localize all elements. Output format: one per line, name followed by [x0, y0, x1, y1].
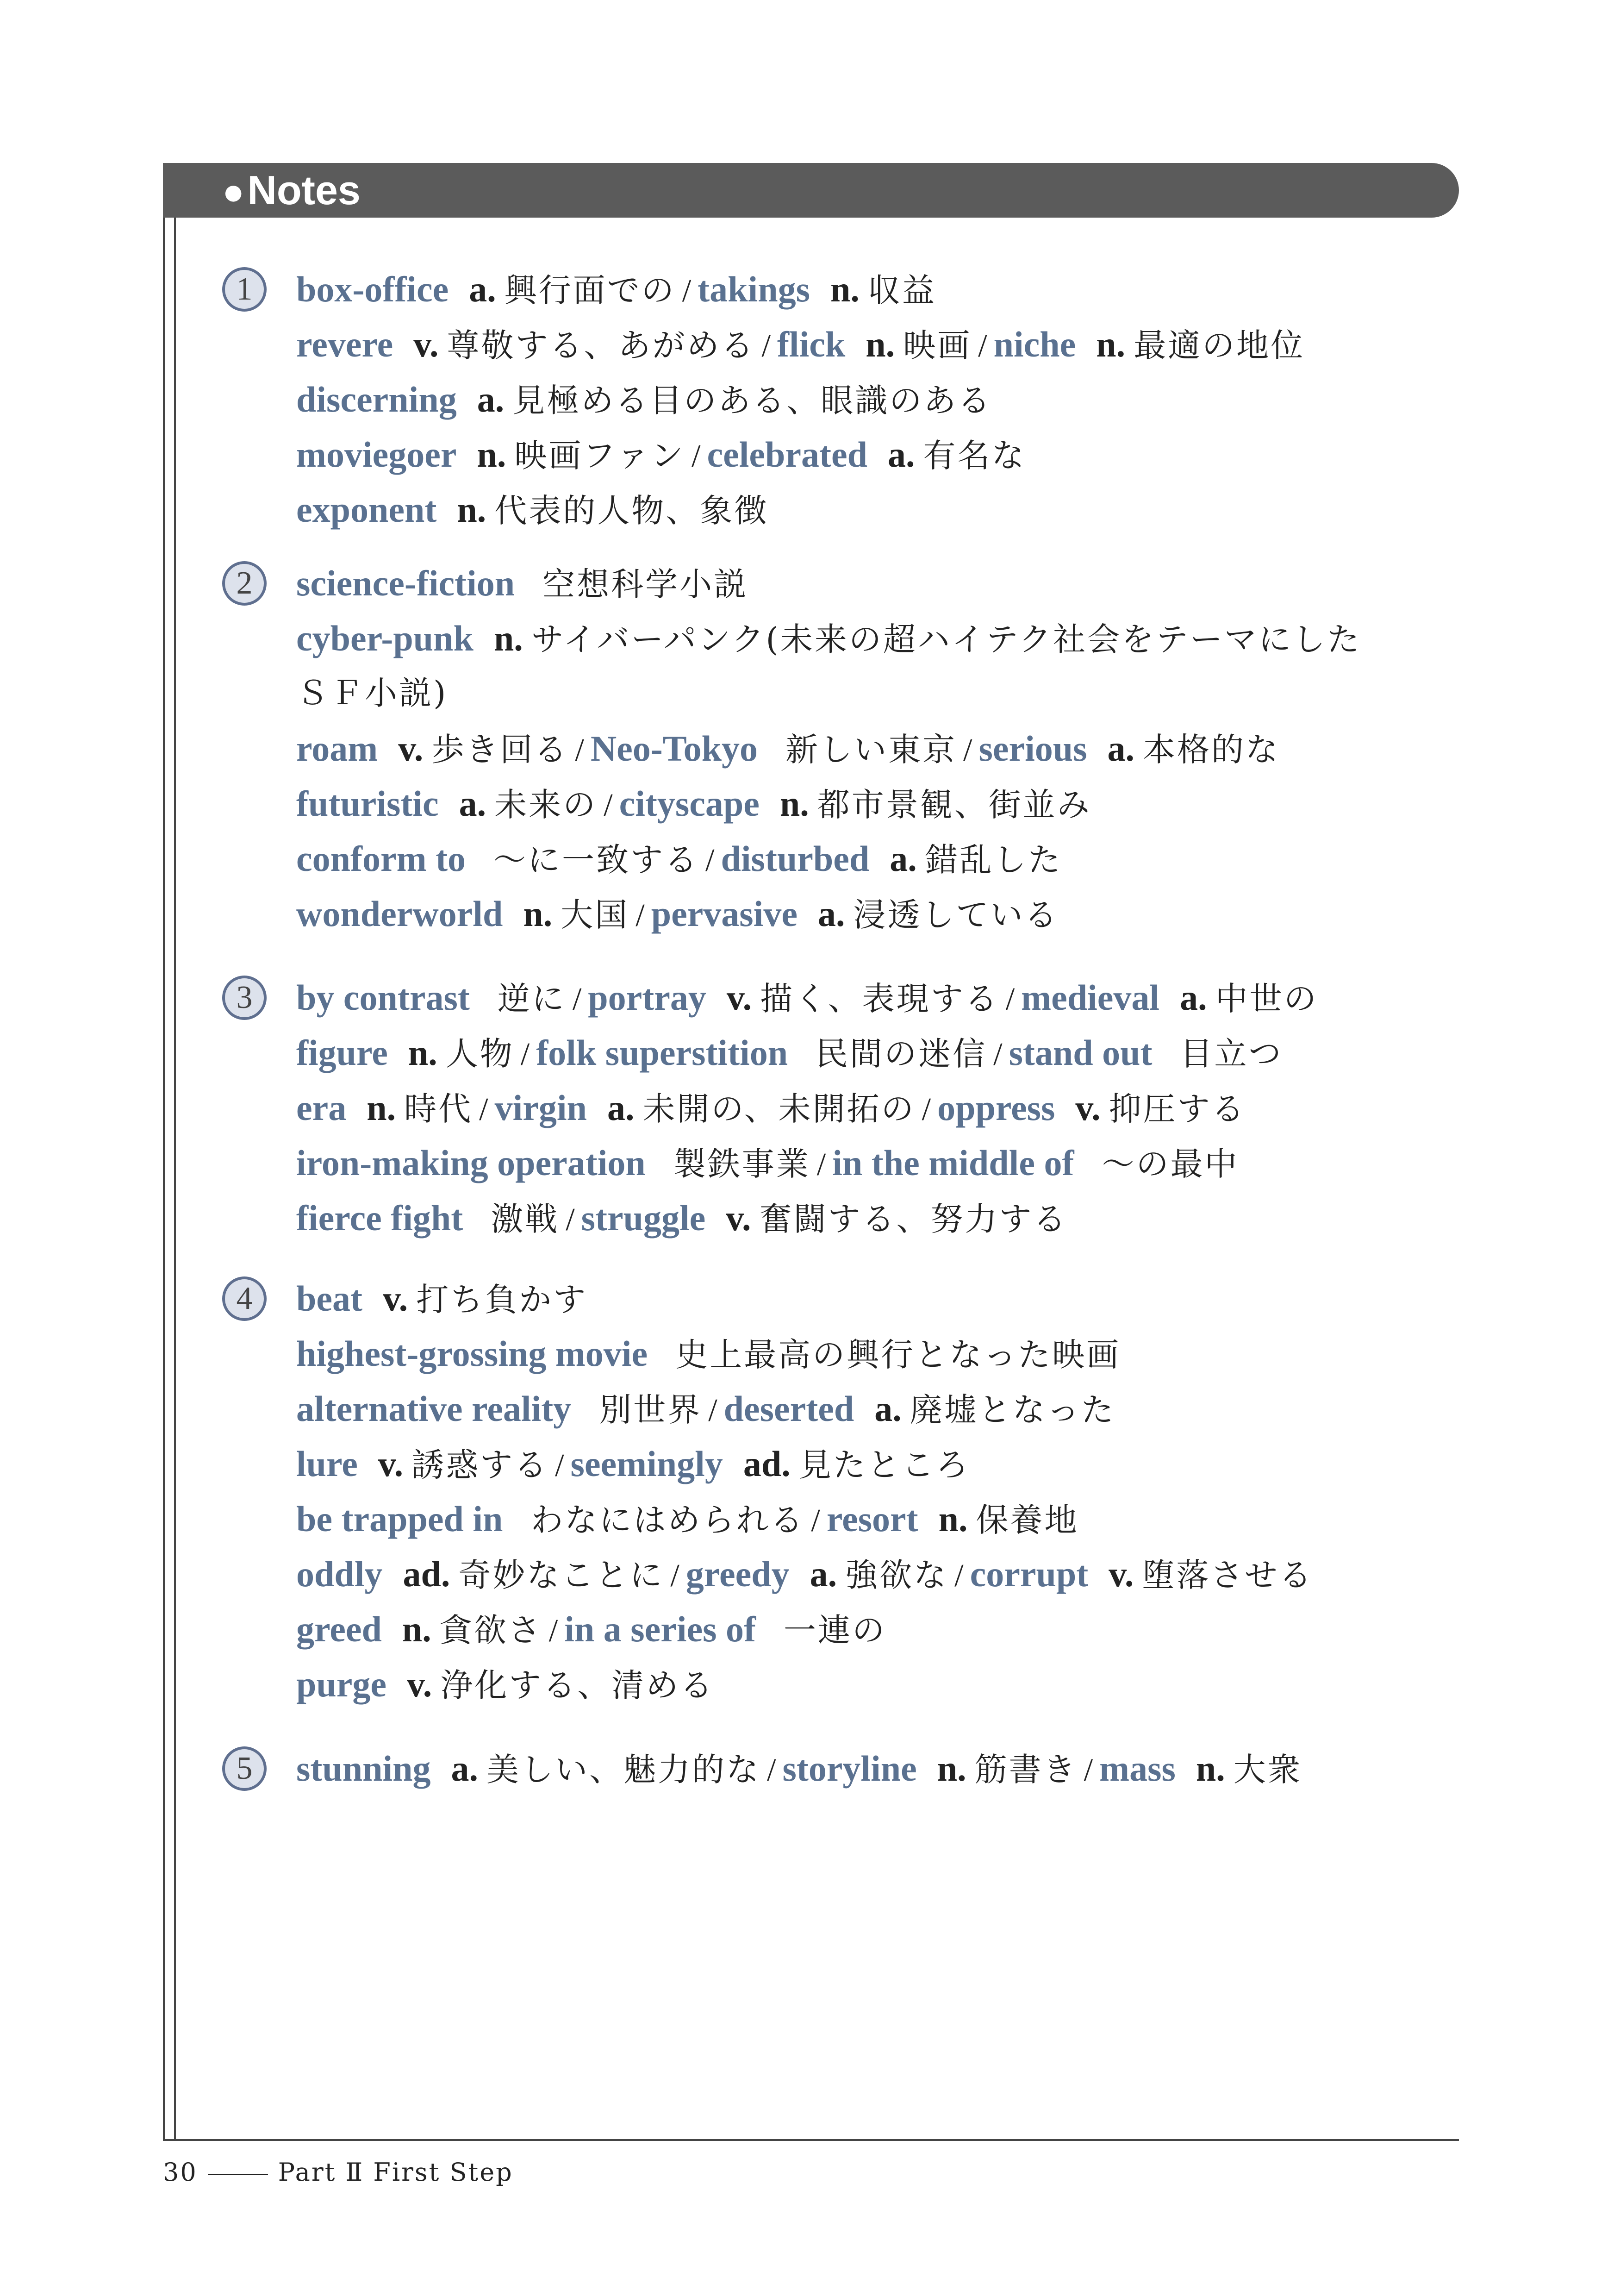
vocab-meaning: 美しい、魅力的な — [486, 1751, 761, 1789]
vocab-term: medieval — [1021, 977, 1160, 1018]
part-of-speech: a. — [890, 838, 917, 879]
vocab-meaning: 時代 — [404, 1090, 473, 1128]
part-of-speech: n. — [402, 1609, 431, 1649]
separator: / — [682, 273, 692, 309]
vocab-meaning: 未来の — [494, 786, 598, 824]
vocab-term: greed — [296, 1609, 382, 1649]
vocab-meaning: 有名な — [923, 437, 1026, 475]
separator: / — [954, 1558, 964, 1594]
vocab-meaning: わなにはめられる — [530, 1501, 805, 1539]
vocab-term: purge — [296, 1664, 386, 1704]
vocab-term: corrupt — [970, 1554, 1089, 1594]
vocab-line — [296, 372, 1472, 427]
vocab-term: by contrast — [296, 977, 470, 1018]
vocab-meaning: 最適の地位 — [1134, 326, 1305, 364]
vocab-meaning: 〜に一致する — [493, 841, 699, 879]
separator: / — [705, 843, 715, 878]
bottom-rule — [163, 2139, 1459, 2141]
vocab-line — [296, 1602, 1472, 1657]
separator: / — [1005, 982, 1015, 1017]
vocab-term: moviegoer — [296, 434, 457, 475]
separator: / — [922, 1092, 931, 1127]
vocab-meaning: 別世界 — [599, 1391, 702, 1429]
part-of-speech: v. — [726, 1198, 751, 1238]
vocab-term: wonderworld — [296, 894, 503, 934]
vocab-term: stunning — [296, 1748, 431, 1789]
part-of-speech: n. — [830, 269, 860, 309]
separator: / — [816, 1147, 826, 1182]
vocab-line — [296, 556, 1472, 611]
notes-title-text: Notes — [247, 167, 361, 213]
vocab-meaning: 錯乱した — [925, 841, 1062, 879]
vocab-meaning: 都市景観、街並み — [817, 786, 1091, 824]
part-of-speech: v. — [726, 977, 752, 1018]
part-of-speech: v. — [382, 1278, 408, 1319]
vocab-line — [296, 1326, 1472, 1381]
vocab-meaning: 奇妙なことに — [458, 1556, 664, 1594]
vocab-term: seemingly — [570, 1444, 723, 1484]
part-of-speech: n. — [457, 489, 486, 530]
vocab-term: box-office — [296, 269, 449, 309]
vocab-meaning: 見極める目のある、眼識のある — [512, 382, 992, 419]
vocab-term: iron-making operation — [296, 1143, 646, 1183]
section-number-badge: 2 — [222, 561, 267, 606]
vocab-line — [296, 1080, 1472, 1135]
vocab-meaning: 一連の — [783, 1611, 886, 1649]
vocab-term: roam — [296, 728, 378, 769]
vocab-term: storyline — [782, 1748, 917, 1789]
vocab-term: niche — [993, 324, 1076, 364]
vocab-meaning: 民間の迷信 — [816, 1035, 987, 1073]
vocab-meaning: 未開の、未開拓の — [642, 1090, 916, 1128]
vocab-meaning: 浸透している — [853, 896, 1059, 934]
separator: / — [572, 982, 582, 1017]
part-of-speech: v. — [407, 1664, 432, 1704]
vocab-term: deserted — [723, 1389, 854, 1429]
part-of-speech: n. — [408, 1032, 437, 1073]
separator: / — [978, 328, 987, 364]
vocab-term: conform to — [296, 838, 466, 879]
separator: / — [993, 1037, 1003, 1072]
vocab-line — [296, 1025, 1472, 1080]
vocab-term: era — [296, 1088, 347, 1128]
bullet-dot: ● — [222, 171, 245, 212]
part-of-speech: a. — [1107, 728, 1134, 769]
vocab-term: virgin — [494, 1088, 587, 1128]
vocab-term: discerning — [296, 379, 457, 419]
vocab-term: in a series of — [564, 1609, 756, 1649]
vocab-meaning: 映画ファン — [514, 437, 685, 475]
vocab-meaning: 奮闘する、努力する — [759, 1200, 1068, 1238]
vocab-meaning: 史上最高の興行となった映画 — [675, 1336, 1121, 1374]
vocab-line — [296, 1436, 1472, 1491]
vocab-line — [296, 1491, 1472, 1546]
vocab-term: cityscape — [619, 783, 760, 824]
section-number-badge: 5 — [222, 1746, 267, 1791]
vocab-line — [296, 317, 1472, 372]
note-section — [222, 970, 1472, 1245]
vocab-term: futuristic — [296, 783, 439, 824]
vocab-meaning: ＳＦ小説) — [296, 674, 448, 712]
vocab-term: alternative reality — [296, 1389, 572, 1429]
vocab-meaning: 貪欲さ — [439, 1611, 542, 1649]
vocab-meaning: 人物 — [445, 1035, 514, 1073]
vocab-term: cyber-punk — [296, 618, 474, 658]
vocab-term: stand out — [1009, 1032, 1153, 1073]
part-of-speech: a. — [451, 1748, 479, 1789]
part-of-speech: n. — [493, 618, 523, 658]
vocab-meaning: 大衆 — [1233, 1751, 1302, 1789]
left-border-line-outer — [163, 218, 165, 2139]
separator: / — [1084, 1752, 1093, 1788]
vocab-line — [296, 611, 1472, 666]
part-of-speech: v. — [1109, 1554, 1134, 1594]
separator: / — [604, 788, 613, 823]
vocab-meaning: 本格的な — [1142, 731, 1280, 769]
separator: / — [708, 1393, 717, 1428]
part-of-speech: a. — [469, 269, 496, 309]
vocab-meaning: 浄化する、清める — [440, 1666, 715, 1704]
vocab-meaning: 尊敬する、あがめる — [447, 326, 755, 364]
vocab-line — [296, 1271, 1472, 1326]
vocab-line — [296, 970, 1472, 1025]
part-of-speech: v. — [398, 728, 424, 769]
vocab-meaning: 見たところ — [798, 1446, 970, 1484]
vocab-meaning: 収益 — [867, 271, 936, 309]
section-number-badge: 3 — [222, 976, 267, 1020]
vocab-term: Neo-Tokyo — [590, 728, 758, 769]
vocab-meaning: 打ち負かす — [416, 1281, 588, 1319]
part-of-speech: n. — [937, 1748, 966, 1789]
vocab-line — [296, 482, 1472, 537]
part-of-speech: n. — [866, 324, 895, 364]
vocab-meaning: 目立つ — [1180, 1035, 1283, 1073]
vocab-meaning: 中世の — [1215, 980, 1318, 1018]
separator: / — [520, 1037, 530, 1072]
section-number-badge: 1 — [222, 267, 267, 312]
part-of-speech: n. — [1196, 1748, 1225, 1789]
part-of-speech: n. — [523, 894, 553, 934]
vocab-term: celebrated — [707, 434, 867, 475]
vocab-meaning: 歩き回る — [431, 731, 569, 769]
vocab-meaning: 〜の最中 — [1102, 1145, 1239, 1183]
vocab-line — [296, 831, 1472, 886]
vocab-term: greedy — [685, 1554, 790, 1594]
separator: / — [636, 898, 645, 933]
vocab-line — [296, 1741, 1472, 1796]
vocab-term: pervasive — [651, 894, 798, 934]
vocab-line — [296, 1657, 1472, 1712]
page-footer — [163, 2158, 513, 2187]
separator: / — [761, 328, 771, 364]
vocab-line — [296, 666, 1472, 721]
vocab-line — [296, 776, 1472, 831]
vocab-meaning: 筋書き — [974, 1751, 1078, 1789]
part-of-speech: ad. — [403, 1554, 450, 1594]
vocab-meaning: 空想科学小説 — [542, 565, 748, 603]
separator: / — [670, 1558, 679, 1594]
vocab-meaning: 誘惑する — [411, 1446, 549, 1484]
vocab-meaning: 代表的人物、象徴 — [494, 492, 769, 530]
footer-dash — [208, 2174, 268, 2175]
part-of-speech: a. — [1180, 977, 1207, 1018]
vocab-term: mass — [1099, 1748, 1176, 1789]
separator: / — [811, 1503, 820, 1539]
vocab-term: highest-grossing movie — [296, 1333, 648, 1374]
vocab-line — [296, 721, 1472, 776]
vocab-term: oppress — [937, 1088, 1055, 1128]
vocab-term: be trapped in — [296, 1499, 503, 1539]
part-of-speech: n. — [367, 1088, 396, 1128]
separator: / — [555, 1448, 564, 1483]
vocab-meaning: 製鉄事業 — [673, 1145, 810, 1183]
vocab-term: serious — [978, 728, 1087, 769]
vocab-term: in the middle of — [832, 1143, 1074, 1183]
vocab-line — [296, 427, 1472, 482]
vocab-line — [296, 1546, 1472, 1602]
separator: / — [767, 1752, 776, 1788]
part-of-speech: a. — [810, 1554, 837, 1594]
separator: / — [479, 1092, 488, 1127]
vocab-meaning: 映画 — [903, 326, 972, 364]
separator: / — [548, 1613, 558, 1649]
separator: / — [692, 438, 701, 474]
note-section — [222, 556, 1472, 941]
vocab-meaning: 大国 — [561, 896, 629, 934]
part-of-speech: a. — [477, 379, 505, 419]
vocab-meaning: 描く、表現する — [760, 980, 999, 1018]
part-of-speech: a. — [607, 1088, 635, 1128]
vocab-term: portray — [588, 977, 706, 1018]
vocab-meaning: 保養地 — [976, 1501, 1079, 1539]
section-number-badge: 4 — [222, 1276, 267, 1321]
vocab-meaning: 興行面での — [504, 271, 676, 309]
note-section — [222, 1741, 1472, 1796]
vocab-line — [296, 1190, 1472, 1245]
vocab-term: takings — [698, 269, 810, 309]
vocab-term: struggle — [581, 1198, 706, 1238]
vocab-term: revere — [296, 324, 393, 364]
vocab-meaning: 堕落させる — [1142, 1556, 1314, 1594]
vocab-term: science-fiction — [296, 563, 515, 603]
part-of-speech: n. — [779, 783, 809, 824]
page-number: 30 — [163, 2158, 198, 2187]
vocab-term: folk superstition — [536, 1032, 788, 1073]
notes-header-bar — [163, 163, 1459, 218]
note-section — [222, 262, 1472, 537]
vocab-line — [296, 1381, 1472, 1436]
vocab-term: exponent — [296, 489, 437, 530]
vocab-term: flick — [777, 324, 846, 364]
vocab-term: disturbed — [721, 838, 870, 879]
part-of-speech: a. — [887, 434, 915, 475]
vocab-term: figure — [296, 1032, 388, 1073]
vocab-meaning: 抑圧する — [1109, 1090, 1246, 1128]
part-label: Part Ⅱ First Step — [278, 2158, 513, 2187]
vocab-line — [296, 262, 1472, 317]
note-section — [222, 1271, 1472, 1712]
part-of-speech: v. — [378, 1444, 404, 1484]
vocab-term: fierce fight — [296, 1198, 463, 1238]
notes-title — [222, 167, 361, 213]
vocab-meaning: 激戦 — [491, 1200, 560, 1238]
vocab-meaning: 逆に — [497, 980, 566, 1018]
part-of-speech: a. — [459, 783, 486, 824]
vocab-meaning: 廃墟となった — [910, 1391, 1115, 1429]
part-of-speech: v. — [1075, 1088, 1101, 1128]
vocab-term: lure — [296, 1444, 358, 1484]
left-border-line-inner — [174, 218, 176, 2139]
part-of-speech: n. — [1096, 324, 1126, 364]
vocab-meaning: サイバーパンク(未来の超ハイテク社会をテーマにした — [531, 620, 1362, 658]
separator: / — [963, 732, 972, 768]
separator: / — [575, 732, 584, 768]
vocab-term: resort — [826, 1499, 918, 1539]
part-of-speech: n. — [938, 1499, 968, 1539]
part-of-speech: a. — [817, 894, 845, 934]
vocab-meaning: 新しい東京 — [785, 731, 957, 769]
separator: / — [566, 1202, 575, 1238]
part-of-speech: a. — [874, 1389, 902, 1429]
part-of-speech: ad. — [743, 1444, 791, 1484]
part-of-speech: v. — [413, 324, 439, 364]
vocab-line — [296, 886, 1472, 941]
vocab-meaning: 強欲な — [845, 1556, 948, 1594]
vocab-term: oddly — [296, 1554, 383, 1594]
vocab-line — [296, 1135, 1472, 1190]
part-of-speech: n. — [477, 434, 506, 475]
vocab-term: beat — [296, 1278, 362, 1319]
